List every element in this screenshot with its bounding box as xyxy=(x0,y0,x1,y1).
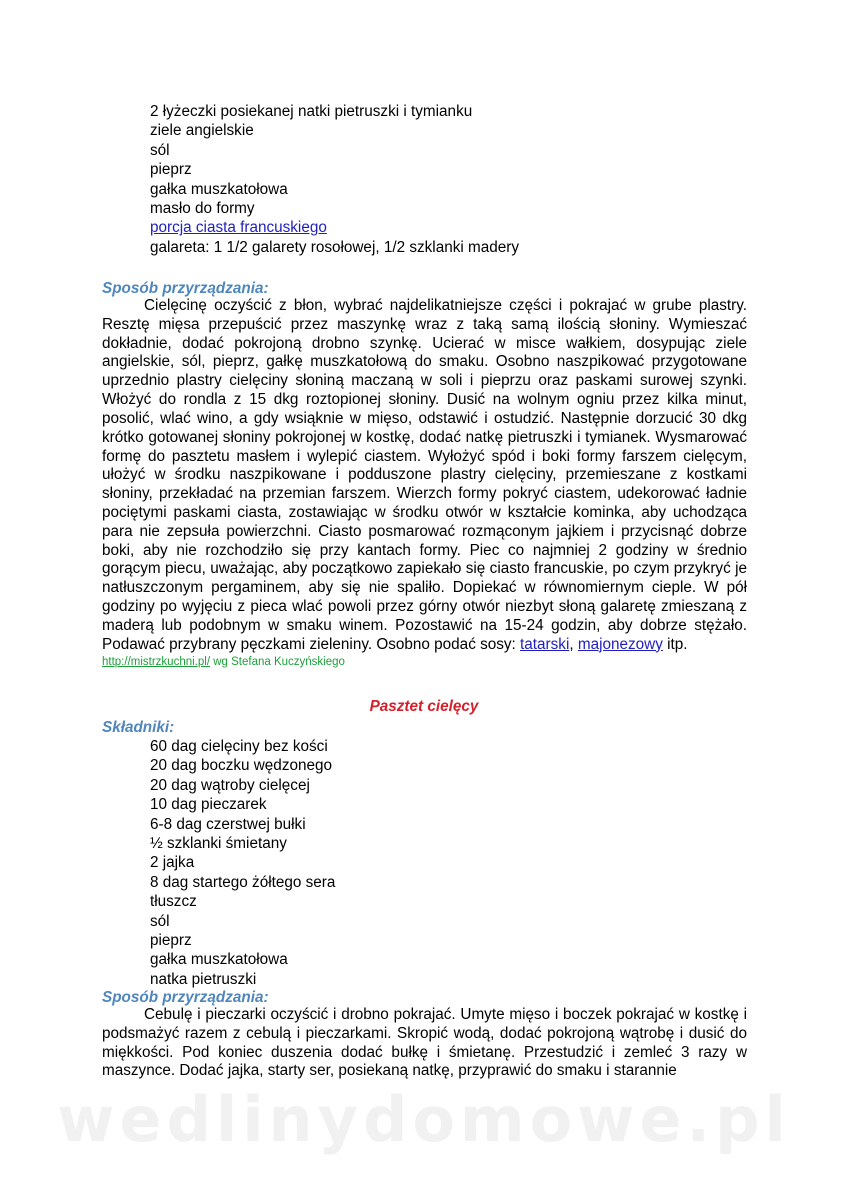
ingredient-item: sól xyxy=(150,912,170,930)
recipe-title: Pasztet cielęcy xyxy=(369,698,479,715)
source-credit xyxy=(102,655,345,669)
method-text: Cielęcinę oczyścić z błon, wybrać najdelikatniejsze części i pokrajać w grube plastry. Resztę mięsa przepuścić przez maszynkę wraz z taką samą ilością słoniny. Wymieszać dokładnie, dodać pokrojoną drobno szynkę. Ucierać w misce wałkiem, dosypując ziele angielskie, sól, pieprz, gałkę muszkatołową do smaku. Osobno naszpikować przygotowane uprzednio plastry cielęciny słoniną maczaną w soli i pieprzu oraz paskami surowej szynki. Włożyć do rondla z 15 dkg roztopionej słoniny. Dusić na wolnym ogniu przez kilka minut, posolić, wlać wino, a gdy wsiąknie w mięso, odstawić i ostudzić. Następnie dorzucić 30 dkg krótko gotowanej słoniny pokrojonej w kostkę, dodać natkę pietruszki i tymianek. Wysmarować formę do pasztetu masłem i wylepić ciastem. Wyłożyć spód i boki formy farszem cielęcym, ułożyć w środku naszpikowane i podduszone plastry cielęciny, przemieszane z kostkami słoniny, przekładać na przemian farszem. Wierzch formy pokryć ciastem, udekorować ładnie pociętymi paskami ciasta, zostawiając w środku otwór w kształcie kominka, aby uchodząca para nie zepsuła powierzchni. Ciasto posmarować rozmąconym jajkiem i przycisnąć dobrze boki, aby nie rozchodziło się przy kantach formy. Piec co najmniej 2 godziny w średnio gorącym piecu, uważając, aby początkowo zapiekało się ciasto francuskie, po czym przykryć je natłuszczonym pergaminem, aby się nie spaliło. Dopiekać w równomiernym cieple. W pół godziny po wyjęciu z pieca wlać powoli przez górny otwór niezbyt słoną galaretę zmieszaną z maderą lub podobnym w smaku winem. Pozostawić na 15-24 godzin, aby dobrze stężało. Podawać przybrany pęczkami zieleniny. Osobno podać sosy: xyxy=(102,297,747,653)
method-tail-text: itp. xyxy=(662,635,688,653)
ingredient-item: masło do formy xyxy=(150,199,255,217)
source-link[interactable]: http://mistrzkuchni.pl/ xyxy=(102,656,211,668)
method-heading-2: Sposób przyrządzania: xyxy=(102,989,269,1006)
puff-pastry-link[interactable]: porcja ciasta francuskiego xyxy=(150,219,327,237)
ingredient-item: 6-8 dag czerstwej bułki xyxy=(150,815,306,833)
ingredient-item: sól xyxy=(150,141,170,159)
ingredient-item: tłuszcz xyxy=(150,893,197,911)
method-paragraph-2: Cebulę i pieczarki oczyścić i drobno pokrajać. Umyte mięso i boczek pokrajać w kostkę i podsmażyć razem z cebulą i pieczarkami. Skropić wodą, dodać pokrojoną wątrobę i dusić do miękkości. Pod koniec duszenia dodać bułkę i śmietanę. Przestudzić i zemleć 3 razy w maszynce. Dodać jajka, starty ser, posiekaną natkę, przyprawić do smaku i starannie xyxy=(102,1006,747,1080)
method-paragraph xyxy=(102,297,747,654)
ingredient-item: 20 dag wątroby cielęcej xyxy=(150,776,310,794)
ingredient-item: pieprz xyxy=(150,931,192,949)
ingredient-item: pieprz xyxy=(150,161,192,179)
mayonnaise-sauce-link[interactable]: majonezowy xyxy=(577,635,663,653)
ingredient-item: 2 łyżeczki posiekanej natki pietruszki i tymianku xyxy=(150,103,473,120)
ingredients-list-continued xyxy=(150,102,519,257)
method-heading: Sposób przyrządzania: xyxy=(102,280,269,297)
ingredient-item: ½ szklanki śmietany xyxy=(150,834,287,852)
ingredient-item: ziele angielskie xyxy=(150,122,254,140)
ingredient-item xyxy=(150,218,519,237)
ingredient-item: 20 dag boczku wędzonego xyxy=(150,757,333,775)
ingredient-item: 10 dag pieczarek xyxy=(150,796,267,814)
tatar-sauce-link[interactable]: tatarski xyxy=(520,635,570,653)
ingredient-item: 2 jajka xyxy=(150,854,195,872)
ingredient-item: gałka muszkatołowa xyxy=(150,180,288,198)
ingredients-heading: Składniki: xyxy=(102,719,175,736)
ingredient-item: natka pietruszki xyxy=(150,970,257,988)
ingredient-item: gałka muszkatołowa xyxy=(150,951,288,969)
source-author: wg Stefana Kuczyńskiego xyxy=(210,656,345,668)
ingredient-item: 8 dag startego żółtego sera xyxy=(150,873,336,891)
ingredient-item: 60 dag cielęciny bez kości xyxy=(150,738,328,755)
ingredients-list xyxy=(150,737,335,989)
watermark: wedlinydomowe.pl xyxy=(57,1083,791,1156)
ingredient-item: galareta: 1 1/2 galarety rosołowej, 1/2 szklanki madery xyxy=(150,238,520,256)
separator-text: , xyxy=(569,635,578,653)
